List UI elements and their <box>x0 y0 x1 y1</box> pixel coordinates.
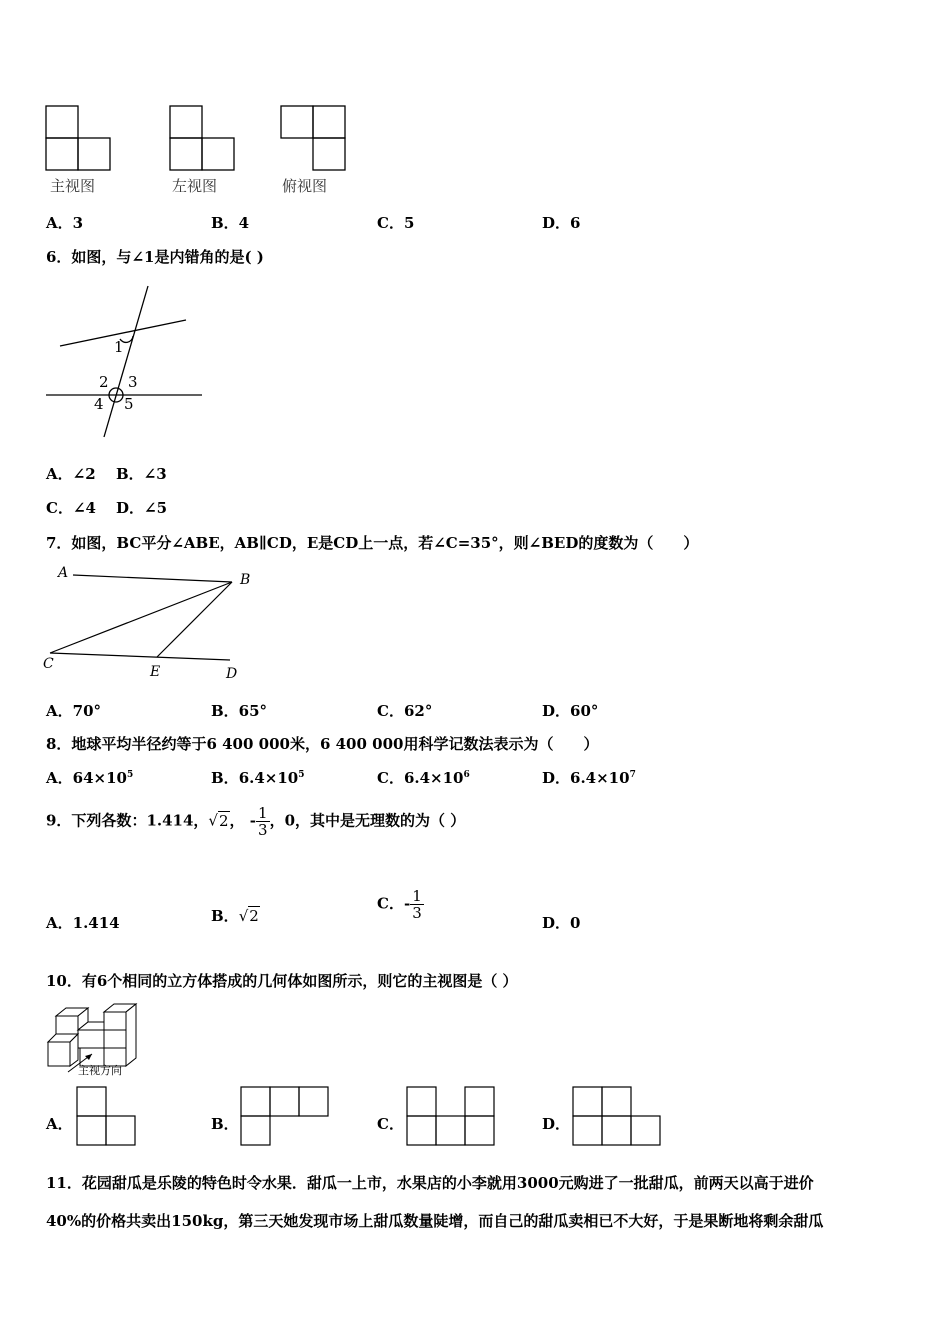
one-third-fraction: $\frac{1}{3}$ <box>258 804 268 839</box>
q6-option-d: D．∠5 <box>116 499 168 517</box>
q9-option-c: C．- $\frac{1}{3}$ <box>377 887 422 922</box>
q6-angle-figure <box>44 282 209 442</box>
point-label-c: C <box>43 656 54 672</box>
sqrt-two: √2 <box>208 811 229 830</box>
segment-cd <box>50 653 230 660</box>
q8-stem: 8．地球平均半径约等于6 400 000米，6 400 000用科学记数法表示为（ ） <box>46 735 599 753</box>
q10-stem: 10．有6个相同的立方体搭成的几何体如图所示，则它的主视图是（ ） <box>46 972 518 990</box>
point-label-d: D <box>226 666 238 682</box>
top-view-drawing <box>281 106 345 170</box>
top-view-label: 俯视图 <box>282 177 328 195</box>
q10-option-a-letter: A． <box>46 1115 73 1133</box>
segment-eb <box>157 582 232 657</box>
point-label-e: E <box>150 664 161 680</box>
q5-option-c: C．5 <box>377 214 415 232</box>
q8-option-d: D．$6.4\times 10^7$ <box>542 769 636 787</box>
left-view-drawing <box>170 106 234 170</box>
q9-option-b: B．√2 <box>211 907 259 925</box>
front-view-label: 主视图 <box>50 177 96 195</box>
q7-stem: 7．如图，BC平分∠ABE，AB∥CD，E是CD上一点，若∠C=35°，则∠BED的度数为（ ） <box>46 534 699 552</box>
q10-option-c-shape <box>406 1086 498 1148</box>
direction-label: 主视方向 <box>78 1064 122 1077</box>
q6-option-a: A．∠2 <box>46 465 96 483</box>
q10-option-b-letter: B． <box>211 1115 239 1133</box>
q11-line-1: 11．花园甜瓜是乐陵的特色时令水果．甜瓜一上市，水果店的小李就用3000元购进了一批甜瓜，前两天以高于进价 <box>46 1174 814 1192</box>
q5-option-d: D．6 <box>542 214 581 232</box>
q5-option-a: A．3 <box>46 214 84 232</box>
angle-label-5: 5 <box>124 395 134 413</box>
q10-option-b-shape <box>240 1086 332 1148</box>
q9-option-d: D．0 <box>542 914 581 932</box>
q10-option-d-letter: D． <box>542 1115 571 1133</box>
q5-option-b: B．4 <box>211 214 250 232</box>
angle-label-1: 1 <box>114 338 124 356</box>
q6-option-c: C．∠4 <box>46 499 96 517</box>
q9-option-a: A．1.414 <box>46 914 120 932</box>
q7-option-c: C．62° <box>377 702 433 720</box>
q10-option-c-letter: C． <box>377 1115 404 1133</box>
q10-cube-figure <box>44 1000 154 1078</box>
segment-cb <box>50 582 232 653</box>
angle-label-2: 2 <box>99 373 109 391</box>
point-label-a: A <box>58 565 69 581</box>
q11-line-2: 40%的价格共卖出150kg，第三天她发现市场上甜瓜数量陡增，而自己的甜瓜卖相已不大好，于是果断地将剩余甜瓜 <box>46 1212 824 1230</box>
segment-ab <box>73 575 232 582</box>
q6-option-b: B．∠3 <box>116 465 167 483</box>
angle-label-4: 4 <box>94 395 104 413</box>
point-label-b: B <box>240 572 251 588</box>
left-view-label: 左视图 <box>172 177 218 195</box>
front-view-drawing <box>46 106 110 170</box>
q9-stem: 9．下列各数：1.414，√2， - $\frac{1}{3}$ ，0，其中是无理数的为（ ） <box>46 804 466 839</box>
q8-option-c: C．$6.4\times 10^6$ <box>377 769 470 787</box>
q10-option-a-shape <box>76 1086 138 1148</box>
q7-geometry-figure <box>40 560 265 685</box>
q7-option-d: D．60° <box>542 702 599 720</box>
q8-option-a: A．$64\times 10^5$ <box>46 769 134 787</box>
q6-stem: 6．如图，与∠1是内错角的是( ) <box>46 248 264 266</box>
q8-option-b: B．$6.4\times 10^5$ <box>211 769 305 787</box>
angle-label-3: 3 <box>128 373 138 391</box>
transversal-line <box>104 286 148 437</box>
q10-option-d-shape <box>572 1086 664 1148</box>
q7-option-a: A．70° <box>46 702 102 720</box>
q7-option-b: B．65° <box>211 702 268 720</box>
